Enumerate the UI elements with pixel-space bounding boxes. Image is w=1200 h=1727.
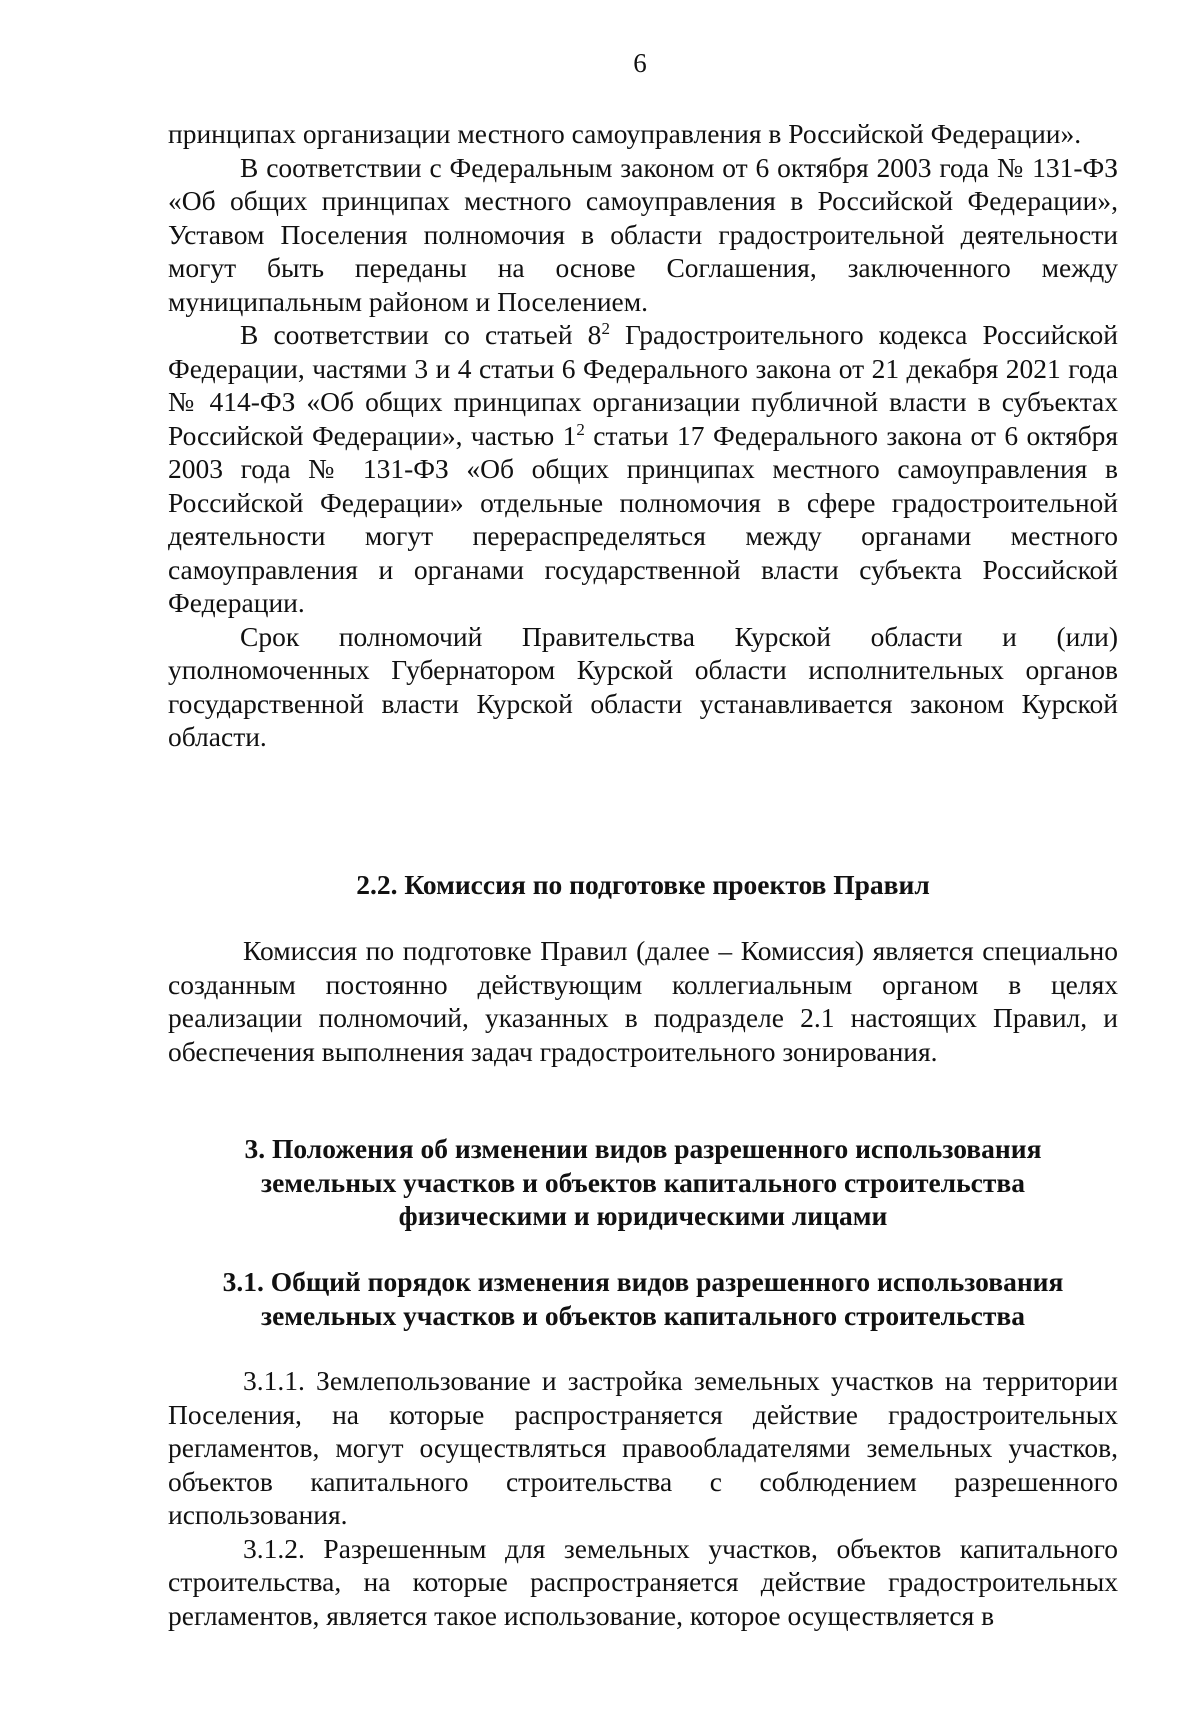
paragraph-federal-law: В соответствии с Федеральным законом от 6 октября 2003 года № 131-ФЗ «Об общих принципах местного самоуправления в Российской Федерации», Уставом Поселения полномочия в области градостроительной деятельности могут быть переданы на основе Соглашения, заключенного между муниципальным районом и Поселением. [168,151,1118,317]
section-3-1-heading-line-2: земельных участков и объектов капитального строительства [261,1299,1025,1331]
paragraph-redistribution [168,318,1118,620]
section-3-1-block [168,1364,1118,1632]
paragraph-redistribution-part2: Градостроительного кодекса Российской Федерации, частями 3 и 4 статьи 6 Федерального закона от 21 декабря 2021 года № 414-ФЗ «Об общих принципах организации публичной власти в субъектах Российской Федерации», частью 1 [168,319,1118,451]
section-3-heading-line-3: физическими и юридическими лицами [398,1200,888,1231]
section-3-1-heading-line-1: 3.1. Общий порядок изменения видов разрешенного использования [222,1266,1064,1297]
paragraph-3-1-2: 3.1.2. Разрешенным для земельных участков, объектов капитального строительства, на которые распространяется действие градостроительных регламентов, является такое использование, которое осуществляется в [168,1532,1118,1631]
paragraph-3-1-1: 3.1.1. Землепользование и застройка земельных участков на территории Поселения, на которые распространяется действие градостроительных регламентов, могут осуществляться правообладателями земельных участков, объектов капитального строительства с соблюдением разрешенного использования. [168,1365,1118,1530]
superscript-2: 2 [576,419,585,439]
section-2-2-heading: 2.2. Комиссия по подготовке проектов Правил [356,869,930,900]
paragraph-continuation: принципах организации местного самоуправления в Российской Федерации». [168,118,1082,149]
paragraph-term-of-powers: Срок полномочий Правительства Курской области и (или) уполномоченных Губернатором Курской области исполнительных органов государственной власти Курской области устанавливается законом Курской области. [168,620,1118,752]
section-2-2-block [168,934,1118,1068]
paragraph-redistribution-part1: В соответствии со статьей 8 [240,319,602,350]
superscript-1: 2 [601,318,610,338]
intro-block [168,117,1118,754]
section-3-heading-line-2: земельных участков и объектов капитального строительства [261,1166,1025,1198]
section-3-1-heading-block [168,1265,1118,1332]
page-number: 6 [633,48,647,78]
section-3-heading-block [168,1132,1118,1233]
section-2-2-heading-block [168,868,1118,902]
paragraph-commission: Комиссия по подготовке Правил (далее – Комиссия) является специально созданным постоянно действующим коллегиальным органом в целях реализации полномочий, указанных в подразделе 2.1 настоящих Правил, и обеспечения выполнения задач градостроительного зонирования. [168,935,1118,1067]
paragraph-redistribution-part3: статьи 17 Федерального закона от 6 октября 2003 года № 131-ФЗ «Об общих принципах местного самоуправления в Российской Федерации» отдельные полномочия в сфере градостроительной деятельности могут перераспределяться между органами местного самоуправления и органами государственной власти субъекта Российской Федерации. [168,419,1118,618]
section-3-heading-line-1: 3. Положения об изменении видов разрешенного использования [244,1133,1042,1164]
